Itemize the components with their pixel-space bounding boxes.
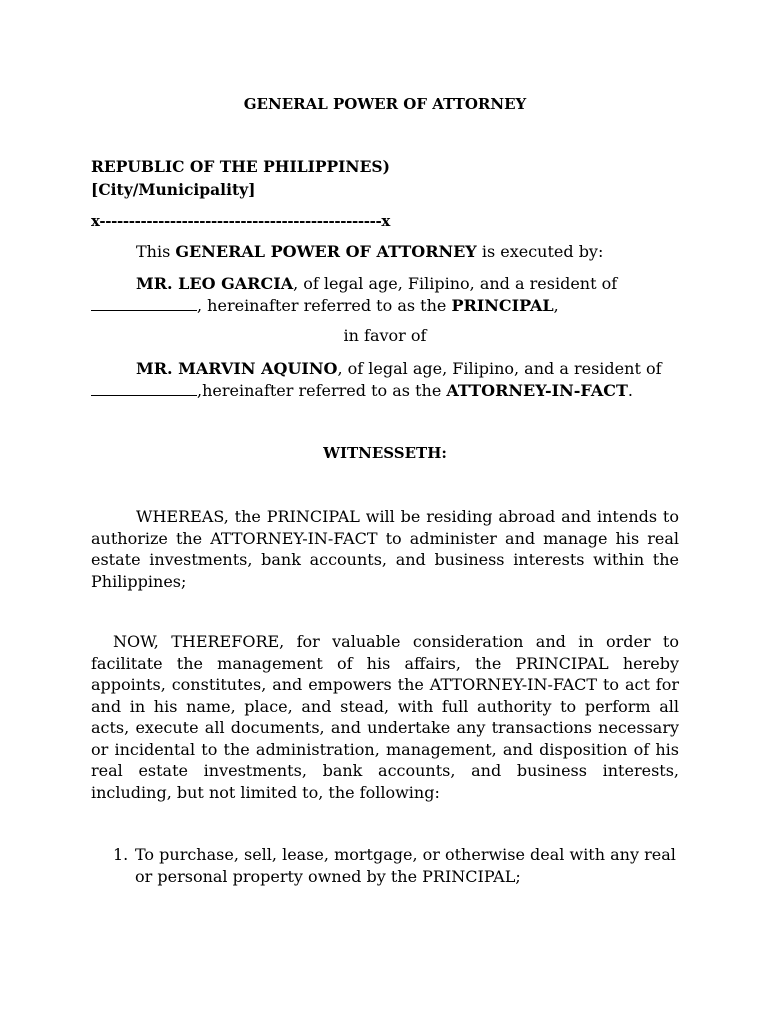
principal-ref-post: ,: [553, 295, 559, 315]
principal-ref-bold: PRINCIPAL: [451, 295, 554, 315]
attorney-ref-bold: ATTORNEY-IN-FACT: [446, 380, 628, 400]
attorney-paragraph: [91, 358, 679, 401]
principal-desc: , of legal age, Filipino, and a resident of: [293, 274, 618, 293]
principal-line-2: [91, 295, 679, 317]
caption-divider: x------------------------------------------------x: [91, 212, 390, 230]
principal-line-1: [91, 273, 679, 295]
powers-list: [113, 844, 679, 887]
attorney-line-2: [91, 380, 679, 402]
venue-country: REPUBLIC OF THE PHILIPPINES): [91, 157, 390, 176]
principal-paragraph: [91, 273, 679, 316]
document-title: GENERAL POWER OF ATTORNEY: [243, 95, 527, 113]
executed-by-pre: This: [136, 242, 176, 261]
whereas-paragraph: WHEREAS, the PRINCIPAL will be residing abroad and intends to authorize the ATTORNEY-IN-FACT to administer and manage his real estate investments, bank accounts, and business interests within the Philippines;: [91, 507, 679, 591]
now-therefore-paragraph: NOW, THEREFORE, for valuable consideration and in order to facilitate the management of his affairs, the PRINCIPAL hereby appoints, constitutes, and empowers the ATTORNEY-IN-FACT to act for and in his name, place, and stead, with full authority to perform all acts, execute all documents, and undertake any transactions necessary or incidental to the administration, management, and disposition of his real estate investments, bank accounts, and business interests, including, but not limited to, the following:: [91, 632, 679, 802]
executed-by-bold: GENERAL POWER OF ATTORNEY: [175, 242, 477, 261]
principal-ref-pre: , hereinafter referred to as the: [197, 295, 452, 315]
principal-residence-blank: [91, 296, 197, 311]
attorney-name: MR. MARVIN AQUINO: [136, 359, 338, 378]
attorney-ref-post: .: [627, 380, 633, 400]
executed-by-line: [136, 241, 603, 263]
venue-city: [City/Municipality]: [91, 180, 256, 199]
list-item-number: 1.: [113, 845, 129, 864]
list-item: [113, 844, 679, 887]
attorney-line-1: [91, 358, 679, 380]
list-item-text: To purchase, sell, lease, mortgage, or otherwise deal with any real or personal property owned by the PRINCIPAL;: [135, 845, 676, 886]
attorney-residence-blank: [91, 381, 197, 396]
witnesseth-heading: WITNESSETH:: [323, 444, 447, 462]
executed-by-post: is executed by:: [476, 242, 604, 261]
principal-name: MR. LEO GARCIA: [136, 274, 294, 293]
attorney-desc: , of legal age, Filipino, and a resident of: [337, 359, 662, 378]
attorney-ref-pre: ,hereinafter referred to as the: [197, 380, 447, 400]
in-favor-of: in favor of: [343, 326, 427, 345]
